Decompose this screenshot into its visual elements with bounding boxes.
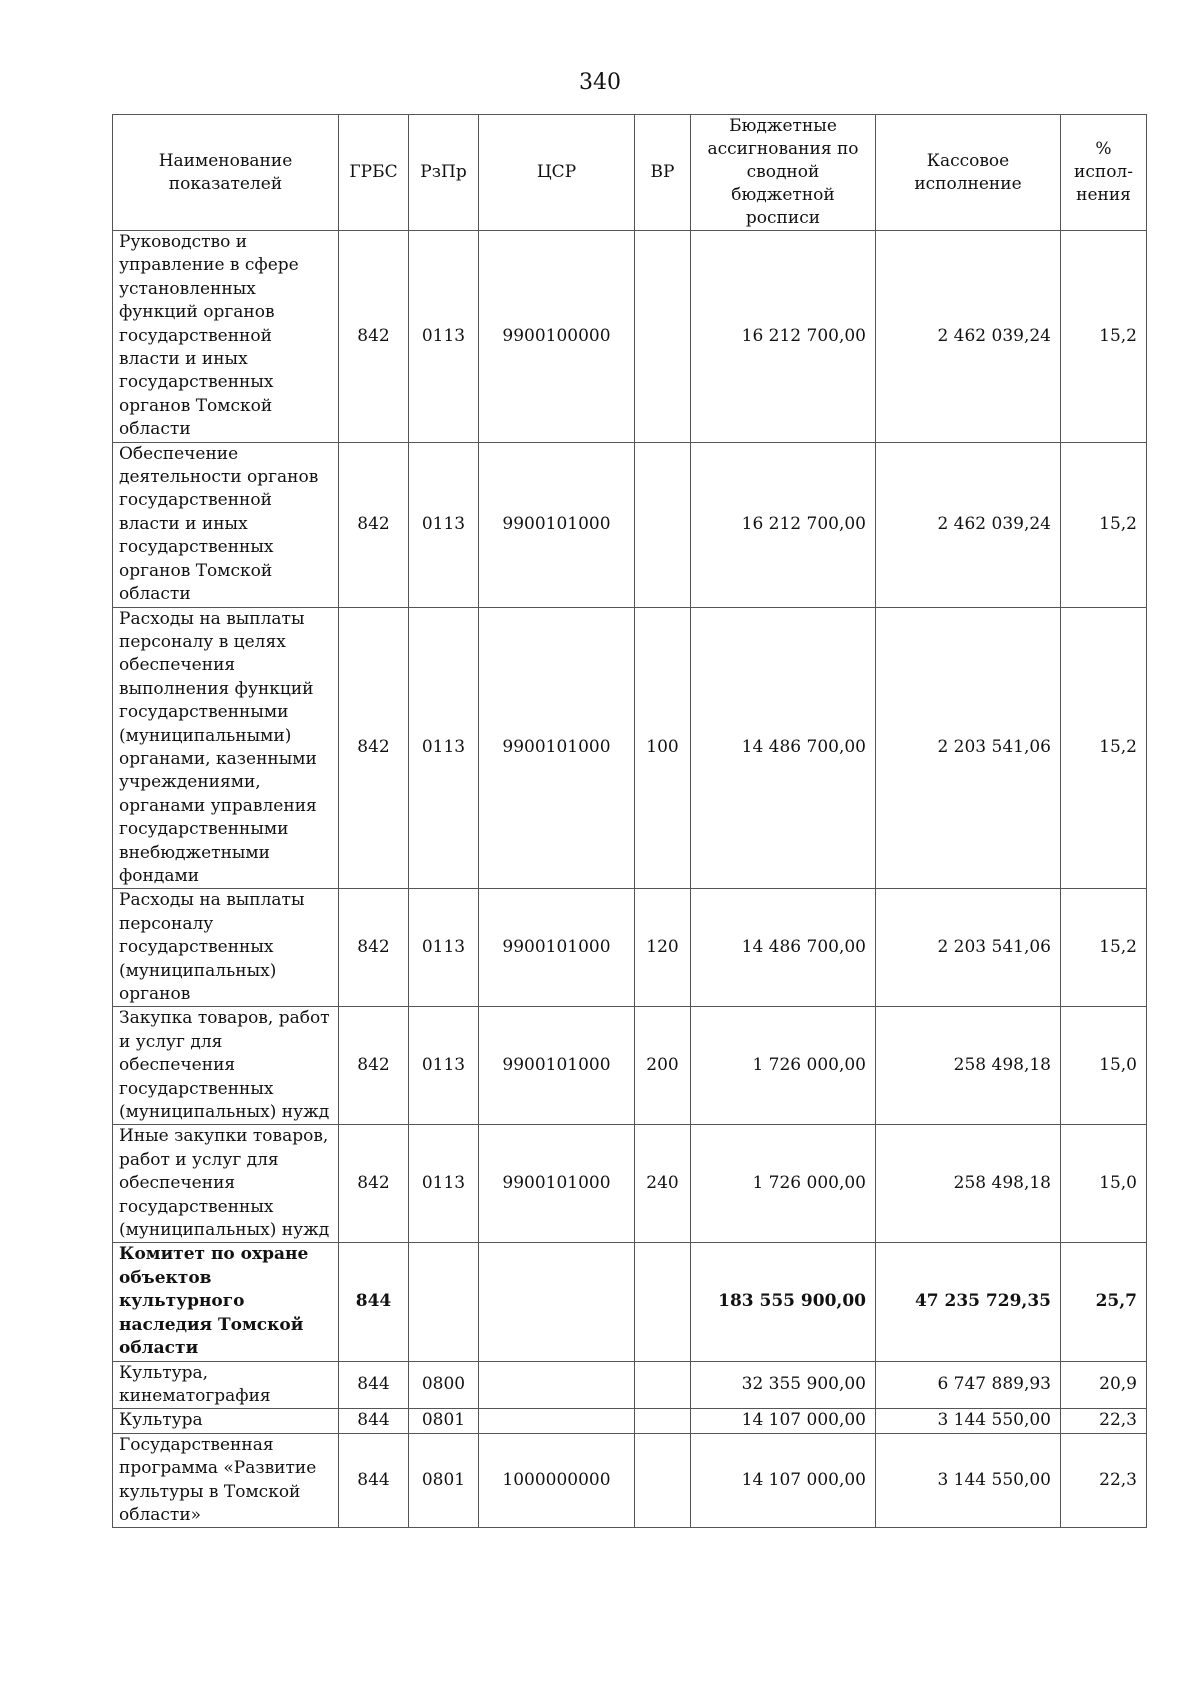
row-name-cell: Государственная программа «Развитие культуры в Томской области» [113,1433,339,1528]
row-rzpr-cell: 0113 [409,889,479,1007]
row-grbs-cell: 844 [339,1409,409,1433]
row-rzpr-cell: 0801 [409,1433,479,1528]
column-header-name: Наименование показателей [113,115,339,231]
row-budget-cell: 32 355 900,00 [691,1361,876,1409]
row-pct-cell: 15,0 [1061,1125,1147,1243]
table-row [113,1361,1147,1409]
page-number: 340 [579,70,621,95]
column-header-grbs: ГРБС [339,115,409,231]
row-csr-cell: 1000000000 [479,1433,635,1528]
row-vr-cell [635,1361,691,1409]
column-header-budget: Бюджетные ассигнования по сводной бюджетной росписи [691,115,876,231]
row-cash-cell: 258 498,18 [876,1007,1061,1125]
row-budget-cell: 14 107 000,00 [691,1433,876,1528]
row-vr-cell [635,1433,691,1528]
row-grbs-cell: 842 [339,607,409,889]
row-name-cell: Культура [113,1409,339,1433]
column-header-csr: ЦСР [479,115,635,231]
row-csr-cell: 9900101000 [479,889,635,1007]
table-row [113,1125,1147,1243]
row-pct-cell: 25,7 [1061,1243,1147,1361]
table-row [113,1243,1147,1361]
row-pct-cell: 15,0 [1061,1007,1147,1125]
row-name-cell: Расходы на выплаты персоналу государственных (муниципальных) органов [113,889,339,1007]
row-cash-cell: 3 144 550,00 [876,1409,1061,1433]
table-row [113,607,1147,889]
row-grbs-cell: 842 [339,442,409,607]
table-row [113,889,1147,1007]
table-row [113,1433,1147,1528]
row-csr-cell: 9900101000 [479,1125,635,1243]
row-rzpr-cell: 0801 [409,1409,479,1433]
row-pct-cell: 15,2 [1061,442,1147,607]
row-budget-cell: 14 107 000,00 [691,1409,876,1433]
row-name-cell: Иные закупки товаров, работ и услуг для обеспечения государственных (муниципальных) нужд [113,1125,339,1243]
table-row [113,1409,1147,1433]
row-cash-cell: 3 144 550,00 [876,1433,1061,1528]
table-header-row [113,115,1147,231]
row-rzpr-cell: 0113 [409,1007,479,1125]
row-cash-cell: 47 235 729,35 [876,1243,1061,1361]
row-rzpr-cell: 0800 [409,1361,479,1409]
row-vr-cell [635,231,691,443]
row-budget-cell: 14 486 700,00 [691,889,876,1007]
row-rzpr-cell: 0113 [409,231,479,443]
row-grbs-cell: 844 [339,1433,409,1528]
row-name-cell: Комитет по охране объектов культурного наследия Томской области [113,1243,339,1361]
table-row [113,231,1147,443]
row-vr-cell: 120 [635,889,691,1007]
row-grbs-cell: 844 [339,1361,409,1409]
row-cash-cell: 6 747 889,93 [876,1361,1061,1409]
row-cash-cell: 2 203 541,06 [876,889,1061,1007]
row-budget-cell: 16 212 700,00 [691,442,876,607]
table-row [113,1007,1147,1125]
row-rzpr-cell: 0113 [409,442,479,607]
row-pct-cell: 15,2 [1061,231,1147,443]
row-grbs-cell: 842 [339,1125,409,1243]
row-name-cell: Обеспечение деятельности органов государственной власти и иных государственных органов Томской области [113,442,339,607]
row-vr-cell [635,442,691,607]
row-grbs-cell: 842 [339,1007,409,1125]
row-csr-cell [479,1243,635,1361]
row-pct-cell: 20,9 [1061,1361,1147,1409]
row-vr-cell [635,1409,691,1433]
row-vr-cell: 100 [635,607,691,889]
column-header-rzpr: РзПр [409,115,479,231]
row-pct-cell: 22,3 [1061,1409,1147,1433]
column-header-pct: % испол-нения [1061,115,1147,231]
row-pct-cell: 15,2 [1061,889,1147,1007]
column-header-vr: ВР [635,115,691,231]
row-csr-cell: 9900101000 [479,607,635,889]
row-budget-cell: 16 212 700,00 [691,231,876,443]
table-row [113,442,1147,607]
row-vr-cell: 200 [635,1007,691,1125]
row-csr-cell [479,1361,635,1409]
row-name-cell: Расходы на выплаты персоналу в целях обеспечения выполнения функций государственными (муниципальными) органами, казенными учреждениями, органами управления государственными внебюджетными фондами [113,607,339,889]
row-pct-cell: 22,3 [1061,1433,1147,1528]
row-vr-cell: 240 [635,1125,691,1243]
row-csr-cell: 9900101000 [479,442,635,607]
column-header-cash: Кассовое исполнение [876,115,1061,231]
row-budget-cell: 14 486 700,00 [691,607,876,889]
row-csr-cell: 9900101000 [479,1007,635,1125]
row-rzpr-cell [409,1243,479,1361]
row-budget-cell: 1 726 000,00 [691,1007,876,1125]
row-vr-cell [635,1243,691,1361]
row-rzpr-cell: 0113 [409,607,479,889]
table-body [113,231,1147,1528]
row-rzpr-cell: 0113 [409,1125,479,1243]
row-cash-cell: 2 203 541,06 [876,607,1061,889]
row-grbs-cell: 842 [339,889,409,1007]
row-csr-cell [479,1409,635,1433]
row-name-cell: Руководство и управление в сфере установленных функций органов государственной власти и иных государственных органов Томской области [113,231,339,443]
row-grbs-cell: 844 [339,1243,409,1361]
row-name-cell: Культура, кинематография [113,1361,339,1409]
row-grbs-cell: 842 [339,231,409,443]
row-cash-cell: 258 498,18 [876,1125,1061,1243]
row-cash-cell: 2 462 039,24 [876,442,1061,607]
row-csr-cell: 9900100000 [479,231,635,443]
row-cash-cell: 2 462 039,24 [876,231,1061,443]
row-budget-cell: 1 726 000,00 [691,1125,876,1243]
budget-execution-table [112,114,1147,1528]
row-budget-cell: 183 555 900,00 [691,1243,876,1361]
row-name-cell: Закупка товаров, работ и услуг для обеспечения государственных (муниципальных) нужд [113,1007,339,1125]
row-pct-cell: 15,2 [1061,607,1147,889]
